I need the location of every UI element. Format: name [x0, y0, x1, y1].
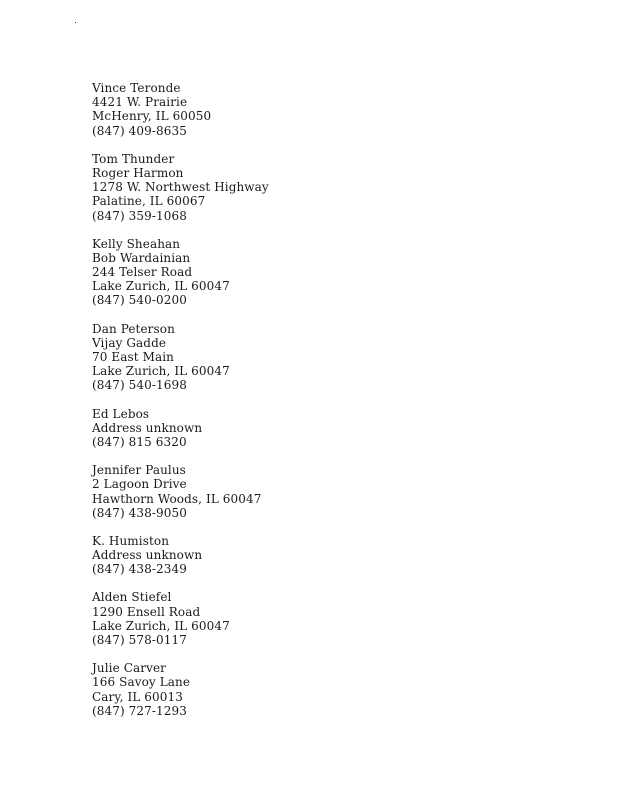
contact-line: McHenry, IL 60050	[92, 109, 212, 124]
contact-name: Dan Peterson	[92, 321, 175, 336]
contact-line: 2 Lagoon Drive	[92, 477, 187, 492]
contact-entry	[92, 534, 512, 577]
contact-line: Address unknown	[92, 420, 203, 435]
contact-line: Address unknown	[92, 548, 203, 563]
contact-line: Cary, IL 60013	[92, 689, 183, 704]
contact-name: Julie Carver	[92, 661, 167, 676]
contact-entry	[92, 322, 512, 393]
contact-entry	[92, 237, 512, 308]
contact-name: Alden Stiefel	[92, 590, 172, 605]
contact-entry	[92, 81, 512, 138]
contact-line: Roger Harmon	[92, 165, 184, 180]
contact-entry	[92, 661, 512, 718]
contact-entry	[92, 590, 512, 647]
contact-line: Palatine, IL 60067	[92, 194, 206, 209]
contact-line: Lake Zurich, IL 60047	[92, 279, 230, 294]
contact-line: 244 Telser Road	[92, 265, 193, 280]
contact-line: Hawthorn Woods, IL 60047	[92, 491, 262, 506]
contact-line: Lake Zurich, IL 60047	[92, 364, 230, 379]
contact-line: 70 East Main	[92, 350, 175, 364]
contact-line: Lake Zurich, IL 60047	[92, 618, 230, 633]
contact-line: (847) 578-0117	[92, 633, 187, 647]
contact-line: (847) 438-9050	[92, 505, 187, 520]
contact-name: Tom Thunder	[92, 151, 175, 166]
contact-line: (847) 359-1068	[92, 208, 187, 223]
contact-line: (847) 409-8635	[92, 123, 187, 138]
contact-list	[92, 81, 512, 732]
contact-name: Ed Lebos	[92, 406, 150, 421]
contact-entry	[92, 152, 512, 223]
contact-name: Vince Teronde	[92, 81, 181, 95]
contact-entry	[92, 407, 512, 450]
scan-speck	[75, 22, 76, 23]
contact-line: (847) 815 6320	[92, 434, 187, 449]
contact-entry	[92, 463, 512, 520]
contact-line: 1290 Ensell Road	[92, 604, 201, 619]
contact-line: Vijay Gadde	[92, 335, 167, 350]
contact-name: K. Humiston	[92, 533, 170, 548]
contact-line: (847) 727-1293	[92, 703, 187, 718]
contact-line: Bob Wardainian	[92, 250, 191, 265]
contact-line: 1278 W. Northwest Highway	[92, 180, 269, 195]
contact-name: Kelly Sheahan	[92, 236, 181, 251]
contact-line: (847) 540-0200	[92, 293, 187, 308]
contact-line: (847) 438-2349	[92, 562, 187, 577]
contact-name: Jennifer Paulus	[92, 463, 186, 478]
contact-line: 166 Savoy Lane	[92, 675, 191, 690]
contact-line: 4421 W. Prairie	[92, 95, 188, 110]
contact-line: (847) 540-1698	[92, 378, 187, 393]
